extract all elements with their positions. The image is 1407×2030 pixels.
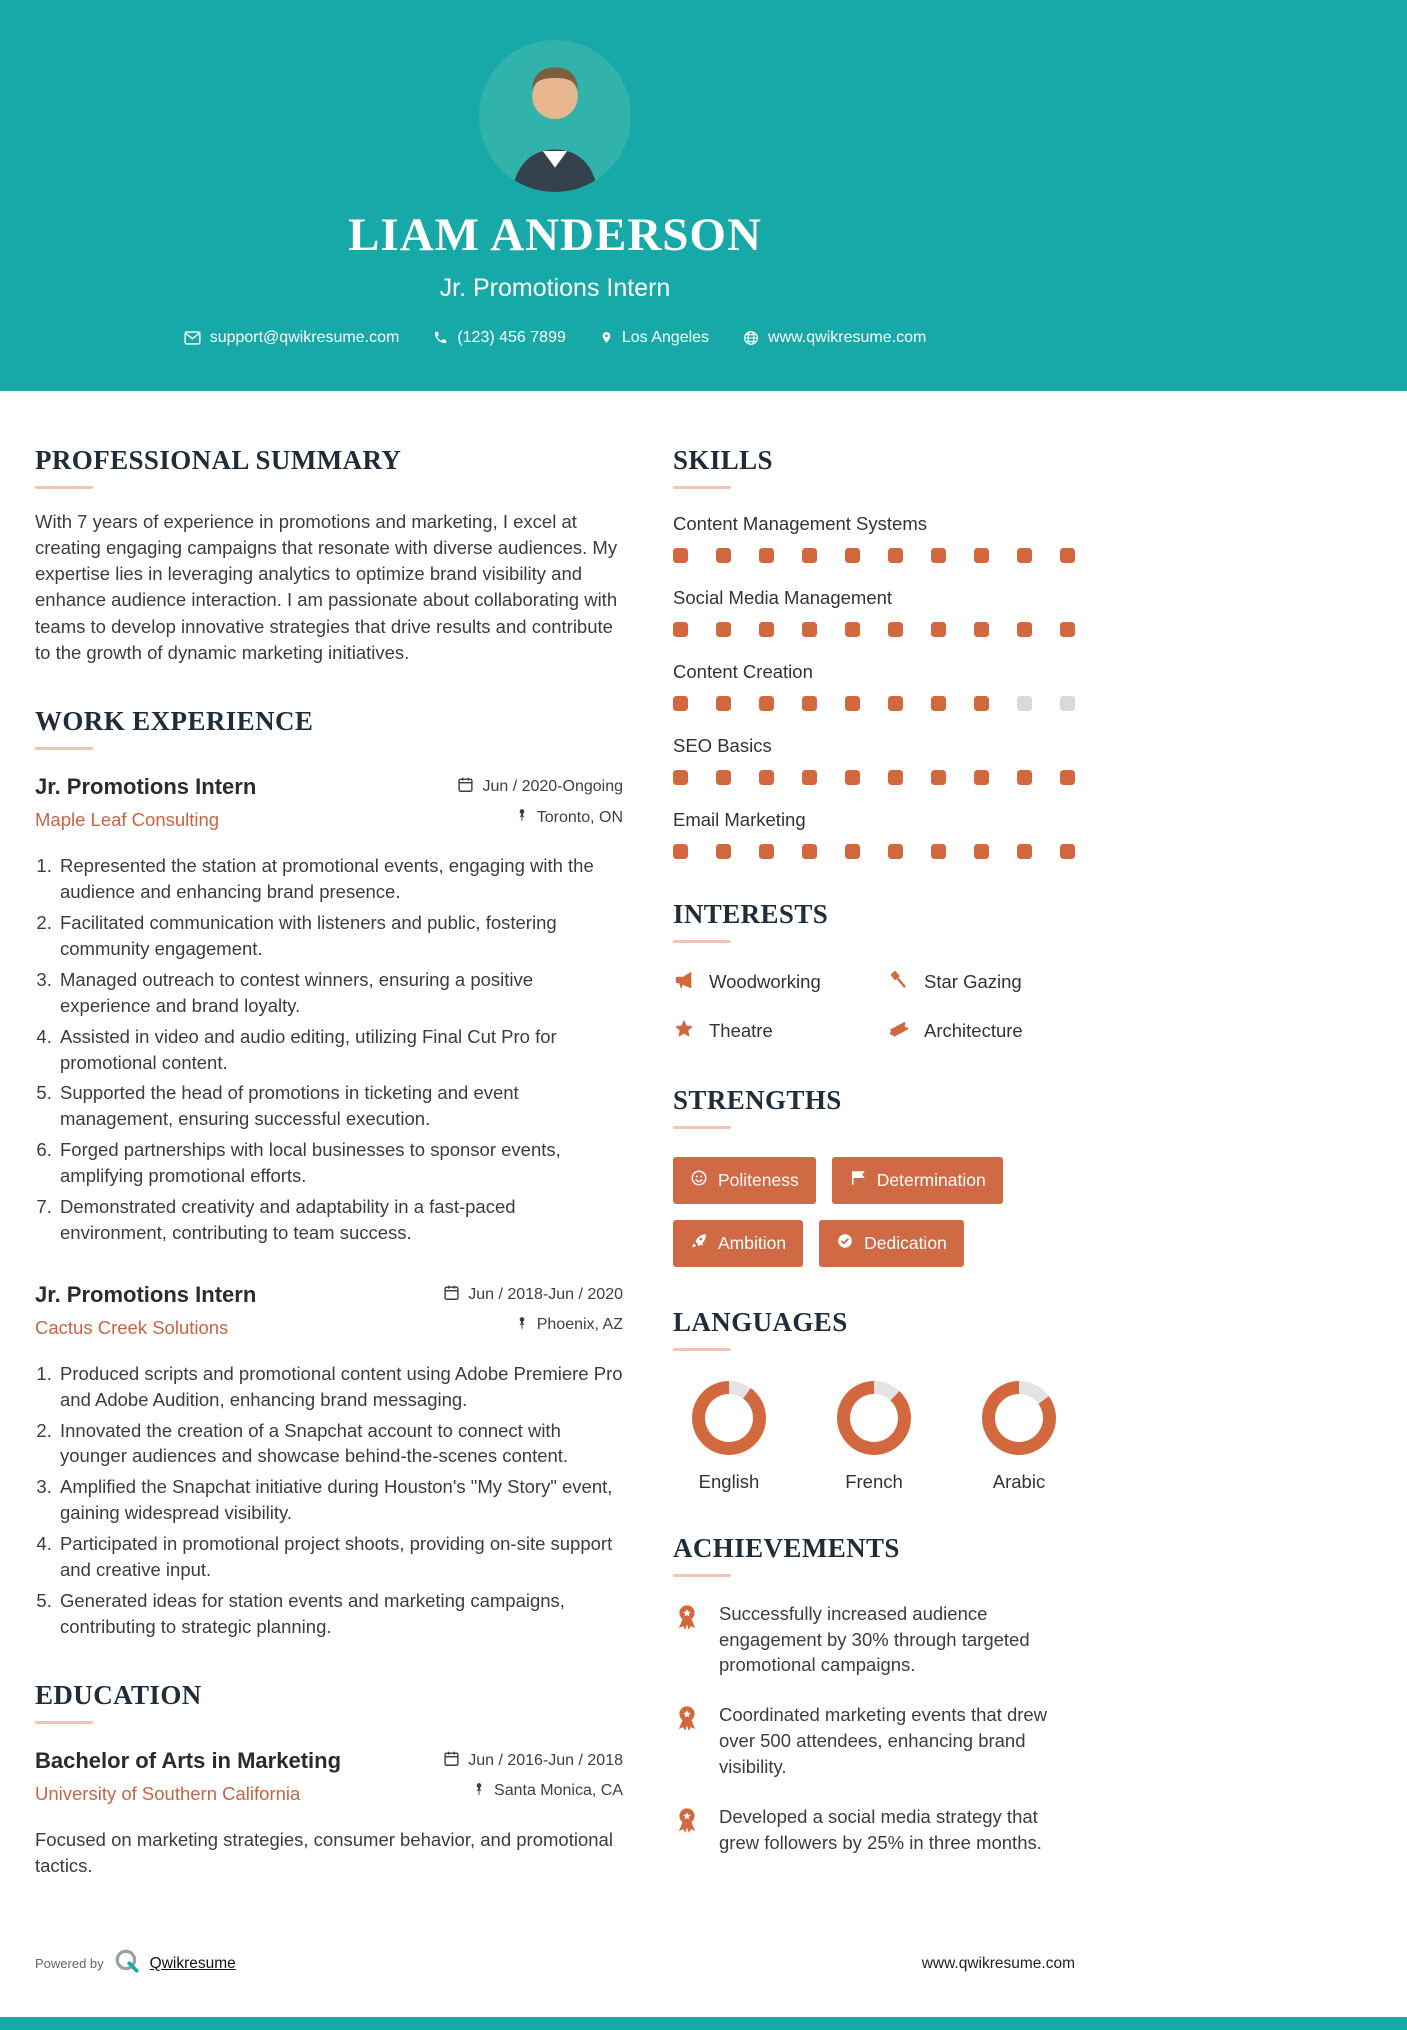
skill-row xyxy=(673,661,1075,711)
skill-dot-filled xyxy=(845,844,860,859)
left-column xyxy=(35,445,623,1919)
job-duties xyxy=(57,1361,623,1640)
education-section xyxy=(35,1680,623,1879)
contact-phone xyxy=(433,329,566,347)
skill-dot-filled xyxy=(931,548,946,563)
candidate-name: LIAM ANDERSON xyxy=(348,209,762,261)
strength-pills xyxy=(673,1157,1075,1267)
duty-item: 3. Managed outreach to contest winners, ensuring a positive experience and brand loyalty. xyxy=(57,967,623,1019)
globe-icon xyxy=(743,330,759,346)
interests-heading: INTERESTS xyxy=(673,898,829,929)
strength-label: Politeness xyxy=(718,1169,799,1190)
skill-dot-filled xyxy=(845,696,860,711)
job-duties xyxy=(57,853,623,1245)
skill-dot-filled xyxy=(931,844,946,859)
education-heading: EDUCATION xyxy=(35,1679,202,1710)
skill-dot-filled xyxy=(845,622,860,637)
education-date-text: Jun / 2016-Jun / 2018 xyxy=(468,1751,623,1769)
skill-level-dots xyxy=(673,548,1075,563)
heading-underline xyxy=(35,486,93,489)
bottom-accent-bar xyxy=(0,2017,1407,2030)
strength-pill xyxy=(832,1157,1003,1204)
job-header xyxy=(35,1282,623,1345)
interest-label: Star Gazing xyxy=(924,971,1022,993)
interest-item xyxy=(888,1018,1075,1045)
language-donut-chart xyxy=(837,1381,911,1455)
skill-dot-filled xyxy=(673,844,688,859)
pushpin-icon xyxy=(515,1315,529,1336)
language-item xyxy=(963,1381,1075,1493)
phone-icon xyxy=(433,330,448,345)
skill-dot-filled xyxy=(845,548,860,563)
interest-label: Architecture xyxy=(924,1020,1023,1042)
job-entry xyxy=(35,1282,623,1640)
skill-dot-filled xyxy=(931,696,946,711)
skill-level-dots xyxy=(673,844,1075,859)
skill-dot-filled xyxy=(1060,622,1075,637)
interest-label: Theatre xyxy=(709,1020,773,1042)
language-name: English xyxy=(698,1470,760,1492)
job-header xyxy=(35,774,623,837)
skill-dot-filled xyxy=(716,622,731,637)
experience-section xyxy=(35,706,623,1639)
contact-website[interactable] xyxy=(743,329,926,347)
skill-level-dots xyxy=(673,696,1075,711)
job-location-text: Phoenix, AZ xyxy=(536,1316,623,1334)
language-donut-chart xyxy=(692,1381,766,1455)
job-company: Cactus Creek Solutions xyxy=(35,1316,229,1338)
star-icon xyxy=(673,1018,695,1045)
achievement-text: Developed a social media strategy that grew followers by 25% in three months. xyxy=(719,1806,1042,1853)
job-title-block xyxy=(35,1282,256,1339)
skill-dot-empty xyxy=(1017,696,1032,711)
header xyxy=(0,0,1407,391)
heading-underline xyxy=(673,1126,731,1129)
header-inner xyxy=(0,40,1110,347)
skill-dot-filled xyxy=(974,622,989,637)
skill-name: Social Media Management xyxy=(673,586,893,608)
skill-dot-filled xyxy=(802,622,817,637)
experience-heading: WORK EXPERIENCE xyxy=(35,706,314,737)
skill-dot-filled xyxy=(1060,844,1075,859)
achievements-section xyxy=(673,1533,1075,1856)
interests-section xyxy=(673,899,1075,1045)
job-date xyxy=(457,776,623,798)
achievements-heading: ACHIEVEMENTS xyxy=(673,1532,900,1563)
skill-dot-filled xyxy=(716,548,731,563)
skill-dot-filled xyxy=(1017,548,1032,563)
skill-dot-filled xyxy=(845,770,860,785)
skill-row xyxy=(673,513,1075,563)
education-location-text: Santa Monica, CA xyxy=(494,1782,623,1800)
skill-dot-filled xyxy=(1017,622,1032,637)
pushpin-icon xyxy=(515,807,529,828)
skill-dot-filled xyxy=(673,622,688,637)
strength-pill xyxy=(673,1220,803,1267)
email-icon xyxy=(184,331,201,345)
heading-underline xyxy=(673,1348,731,1351)
skill-dot-filled xyxy=(1017,770,1032,785)
summary-heading: PROFESSIONAL SUMMARY xyxy=(35,444,402,475)
education-title-block xyxy=(35,1748,341,1805)
smiley-icon xyxy=(690,1169,708,1192)
skill-dot-filled xyxy=(888,622,903,637)
skill-dot-filled xyxy=(888,696,903,711)
interest-item xyxy=(888,969,1075,996)
skill-dot-filled xyxy=(802,696,817,711)
languages-section xyxy=(673,1307,1075,1493)
skill-dot-filled xyxy=(673,548,688,563)
rocket-icon xyxy=(690,1232,708,1255)
duty-item: 3. Amplified the Snapchat initiative during Houston's "My Story" event, gaining widespread visibility. xyxy=(57,1474,623,1526)
strength-label: Determination xyxy=(876,1169,986,1190)
skill-dot-filled xyxy=(716,844,731,859)
skill-dot-filled xyxy=(802,548,817,563)
skill-dot-filled xyxy=(1017,844,1032,859)
check-circle-icon xyxy=(836,1232,854,1255)
achievement-item xyxy=(673,1804,1075,1856)
skill-dot-filled xyxy=(759,844,774,859)
contact-row xyxy=(0,329,1110,347)
degree: Bachelor of Arts in Marketing xyxy=(35,1747,342,1773)
strength-label: Dedication xyxy=(864,1232,947,1253)
qwikresume-logo xyxy=(114,1948,140,1979)
powered-by xyxy=(35,1948,236,1979)
interests-grid xyxy=(673,969,1075,1045)
language-donut-chart xyxy=(982,1381,1056,1455)
powered-by-label: Powered by xyxy=(35,1956,104,1972)
interest-item xyxy=(673,1018,888,1045)
job-date xyxy=(443,1284,623,1306)
profile-photo xyxy=(479,40,631,192)
contact-email[interactable] xyxy=(184,329,400,347)
job-location-text: Toronto, ON xyxy=(536,808,623,826)
candidate-title: Jr. Promotions Intern xyxy=(439,273,671,302)
language-item xyxy=(673,1381,785,1493)
language-item xyxy=(818,1381,930,1493)
duty-item: 4. Participated in promotional project shoots, providing on-site support and creative input. xyxy=(57,1531,623,1583)
skill-dot-empty xyxy=(1060,696,1075,711)
skill-dot-filled xyxy=(974,548,989,563)
right-column xyxy=(673,445,1075,1896)
education-date xyxy=(443,1750,623,1772)
award-ribbon-icon xyxy=(673,1702,703,1780)
education-header xyxy=(35,1748,623,1811)
award-ribbon-icon xyxy=(673,1804,703,1856)
skill-dot-filled xyxy=(673,696,688,711)
skill-name: SEO Basics xyxy=(673,734,772,756)
achievement-item xyxy=(673,1601,1075,1679)
summary-section xyxy=(35,445,623,667)
footer-website: www.qwikresume.com xyxy=(921,1954,1075,1972)
skill-dot-filled xyxy=(759,622,774,637)
skill-dot-filled xyxy=(759,770,774,785)
skills-section xyxy=(673,445,1075,859)
skill-dot-filled xyxy=(888,548,903,563)
skill-dot-filled xyxy=(716,770,731,785)
gavel-icon xyxy=(888,969,910,996)
language-name: Arabic xyxy=(992,1470,1046,1492)
skill-row xyxy=(673,587,1075,637)
heading-underline xyxy=(673,940,731,943)
job-date-text: Jun / 2018-Jun / 2020 xyxy=(468,1285,623,1303)
person-silhouette-icon xyxy=(479,40,631,192)
achievement-text: Coordinated marketing events that drew over 500 attendees, enhancing brand visibility. xyxy=(719,1704,1048,1778)
heading-underline xyxy=(673,486,731,489)
megaphone-icon xyxy=(673,969,695,996)
main-content xyxy=(0,391,1110,1919)
job-location xyxy=(443,1315,623,1336)
duty-item: 4. Assisted in video and audio editing, utilizing Final Cut Pro for promotional content. xyxy=(57,1024,623,1076)
strengths-heading: STRENGTHS xyxy=(673,1084,842,1115)
job-title: Jr. Promotions Intern xyxy=(35,774,257,800)
duty-item: 6. Forged partnerships with local businesses to sponsor events, amplifying promotional efforts. xyxy=(57,1137,623,1189)
duty-item: 5. Generated ideas for station events and marketing campaigns, contributing to strategic planning. xyxy=(57,1588,623,1640)
achievement-item xyxy=(673,1702,1075,1780)
skill-dot-filled xyxy=(802,770,817,785)
heading-underline xyxy=(35,1721,93,1724)
education-description: Focused on marketing strategies, consumer behavior, and promotional tactics. xyxy=(35,1828,613,1876)
skill-dot-filled xyxy=(888,844,903,859)
duty-item: 2. Innovated the creation of a Snapchat account to connect with younger audiences and showcase behind-the-scenes content. xyxy=(57,1418,623,1470)
skill-row xyxy=(673,809,1075,859)
pushpin-icon xyxy=(472,1781,486,1802)
heading-underline xyxy=(35,747,93,750)
skill-dot-filled xyxy=(716,696,731,711)
skill-dot-filled xyxy=(673,770,688,785)
contact-phone-text: (123) 456 7899 xyxy=(457,328,566,346)
languages-row xyxy=(673,1381,1075,1493)
skill-dot-filled xyxy=(931,622,946,637)
job-title: Jr. Promotions Intern xyxy=(35,1281,257,1307)
duty-item: 2. Facilitated communication with listeners and public, fostering community engagement. xyxy=(57,910,623,962)
language-name: French xyxy=(845,1470,903,1492)
duty-item: 1. Produced scripts and promotional content using Adobe Premiere Pro and Adobe Audition, enhancing brand messaging. xyxy=(57,1361,623,1413)
skills-heading: SKILLS xyxy=(673,444,773,475)
skill-name: Email Marketing xyxy=(673,808,806,830)
skill-name: Content Creation xyxy=(673,660,813,682)
skill-dot-filled xyxy=(1060,770,1075,785)
calendar-icon xyxy=(443,1284,460,1306)
qwikresume-link[interactable]: Qwikresume xyxy=(149,1954,236,1972)
duty-item: 5. Supported the head of promotions in ticketing and event management, ensuring successful execution. xyxy=(57,1080,623,1132)
job-location xyxy=(457,807,623,828)
interest-label: Woodworking xyxy=(709,971,821,993)
job-meta xyxy=(443,1282,623,1345)
skill-dot-filled xyxy=(888,770,903,785)
location-icon xyxy=(600,329,613,346)
summary-text: With 7 years of experience in promotions and marketing, I excel at creating engaging campaigns that resonate with diverse audiences. My expertise lies in leveraging analytics to optimize brand visibility and enhance audience interaction. I am passionate about collaborating with teams to develop innovative strategies that drive results and contribute to the growth of dynamic marketing initiatives. xyxy=(35,510,618,664)
job-date-text: Jun / 2020-Ongoing xyxy=(482,778,623,796)
strength-label: Ambition xyxy=(718,1232,787,1253)
skill-dot-filled xyxy=(802,844,817,859)
heading-underline xyxy=(673,1574,731,1577)
skill-dot-filled xyxy=(974,696,989,711)
interest-item xyxy=(673,969,888,996)
job-title-block xyxy=(35,774,256,831)
duty-item: 1. Represented the station at promotional events, engaging with the audience and enhancing brand presence. xyxy=(57,853,623,905)
education-meta xyxy=(443,1748,623,1811)
education-location xyxy=(443,1781,623,1802)
strength-pill xyxy=(819,1220,964,1267)
award-ribbon-icon xyxy=(673,1601,703,1679)
calendar-icon xyxy=(457,776,474,798)
skill-dot-filled xyxy=(759,548,774,563)
duty-item: 7. Demonstrated creativity and adaptability in a fast-paced environment, contributing to team success. xyxy=(57,1194,623,1246)
strengths-section xyxy=(673,1085,1075,1267)
languages-heading: LANGUAGES xyxy=(673,1306,848,1337)
job-meta xyxy=(457,774,623,837)
job-entry xyxy=(35,774,623,1245)
skill-dot-filled xyxy=(931,770,946,785)
contact-website-text: www.qwikresume.com xyxy=(768,328,927,346)
contact-email-text: support@qwikresume.com xyxy=(209,328,400,346)
skill-dot-filled xyxy=(974,844,989,859)
skill-dot-filled xyxy=(1060,548,1075,563)
calendar-icon xyxy=(443,1750,460,1772)
strength-pill xyxy=(673,1157,816,1204)
skill-name: Content Management Systems xyxy=(673,512,927,534)
skill-level-dots xyxy=(673,622,1075,637)
job-company: Maple Leaf Consulting xyxy=(35,809,220,831)
skill-dot-filled xyxy=(759,696,774,711)
achievement-text: Successfully increased audience engagement by 30% through targeted promotional campaigns. xyxy=(719,1602,1030,1676)
ticket-icon xyxy=(888,1018,910,1045)
contact-location-text: Los Angeles xyxy=(621,328,710,346)
education-entry xyxy=(35,1748,623,1879)
contact-location xyxy=(600,329,709,347)
school: University of Southern California xyxy=(35,1782,301,1804)
skill-dot-filled xyxy=(974,770,989,785)
footer xyxy=(0,1918,1110,2017)
banner-flag-icon xyxy=(849,1169,867,1192)
skill-row xyxy=(673,735,1075,785)
skill-level-dots xyxy=(673,770,1075,785)
